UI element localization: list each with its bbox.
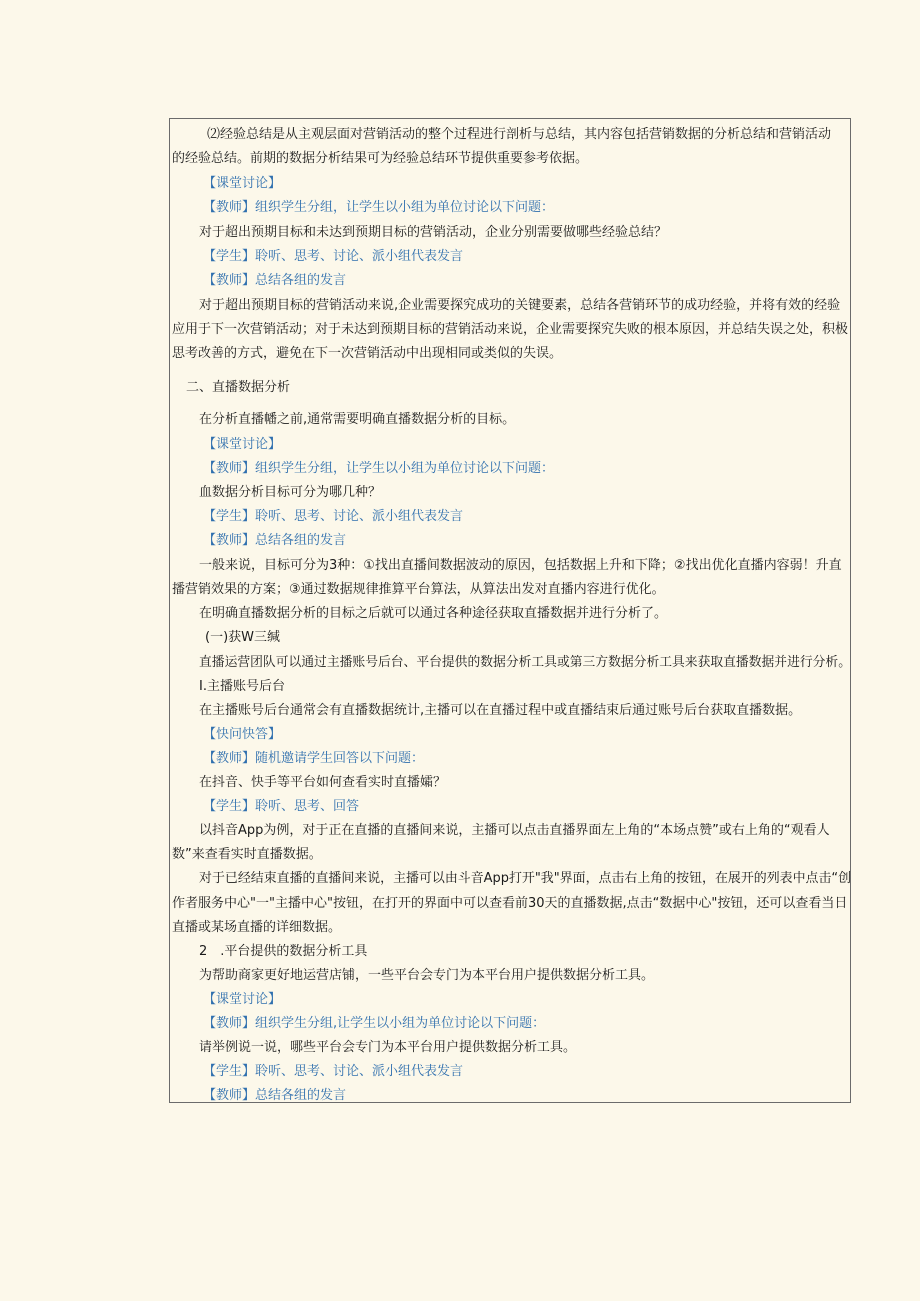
teaching-step-label: 【课堂讨论】 — [203, 992, 282, 1007]
paragraph-line: 请举例说一说，哪些平台会专门为本平台用户提供数据分析工具。 — [199, 1040, 577, 1055]
paragraph-line: 应用于下一次营销活动；对于未达到预期目标的营销活动来说，企业需要探究失败的根本原因，并总结失误之处，积极 — [172, 322, 849, 337]
paragraph-line: 一般来说，目标可分为3种：①找出直播间数据波动的原因，包括数据上升和下降；②找出优化直播内容弱！升直 — [199, 558, 842, 573]
paragraph-line: 以抖音App为例，对于正在直播的直播间来说，主播可以点击直播界面左上角的“本场点赞”或右上角的“观看人 — [199, 823, 830, 838]
teaching-step-label: 【教师】总结各组的发言 — [203, 533, 347, 548]
paragraph-line: 在主播账号后台通常会有直播数据统计,主播可以在直播过程中或直播结束后通过账号后台获取直播数据。 — [199, 703, 802, 718]
paragraph-line: 思考改善的方式，避免在下一次营销活动中出现相同或类似的失误。 — [172, 346, 563, 361]
teaching-step-label: 【教师】组织学生分组，让学生以小组为单位讨论以下问题： — [203, 461, 555, 476]
teaching-step-label: 【学生】聆听、思考、讨论、派小组代表发言 — [203, 509, 464, 524]
teaching-step-label: 【课堂讨论】 — [203, 176, 282, 191]
teaching-step-label: 【教师】组织学生分组,让学生以小组为单位讨论以下问题： — [203, 1016, 546, 1031]
teaching-step-label: 【教师】总结各组的发言 — [203, 1088, 347, 1103]
paragraph-line: 2 .平台提供的数据分析工具 — [199, 944, 368, 959]
teaching-step-label: 【教师】组织学生分组，让学生以小组为单位讨论以下问题： — [203, 200, 555, 215]
teaching-step-label: 【教师】总结各组的发言 — [203, 273, 347, 288]
paragraph-line: 对于超出预期目标的营销活动来说,企业需要探究成功的关键要素，总结各营销环节的成功经验，并将有效的经验 — [199, 298, 841, 313]
paragraph-line: 对于超出预期目标和未达到预期目标的营销活动，企业分别需要做哪些经验总结？ — [199, 225, 668, 240]
paragraph-line: ⑵经验总结是从主观层面对营销活动的整个过程进行剖析与总结，其内容包括营销数据的分析总结和营销活动 — [207, 127, 832, 142]
paragraph-line: 直播或某场直播的详细数据。 — [172, 920, 342, 935]
paragraph-line: 播营销效果的方案；③通过数据规律推算平台算法，从算法出发对直播内容进行优化。 — [172, 582, 665, 597]
paragraph-line: 血数据分析目标可分为哪几种？ — [199, 485, 382, 500]
paragraph-line: 数”来查看实时直播数据。 — [172, 847, 322, 862]
paragraph-line: (一)获W三缄 — [205, 630, 280, 645]
teaching-step-label: 【快问快答】 — [203, 727, 282, 742]
teaching-step-label: 【课堂讨论】 — [203, 437, 282, 452]
paragraph-line: 直播运营团队可以通过主播账号后台、平台提供的数据分析工具或第三方数据分析工具来获取直播数据并进行分析。 — [199, 655, 852, 670]
teaching-step-label: 【学生】聆听、思考、讨论、派小组代表发言 — [203, 1064, 464, 1079]
paragraph-line: 二、直播数据分析 — [186, 380, 291, 395]
paragraph-line: 在分析直播幡之前,通常需要明确直播数据分析的目标。 — [199, 412, 516, 427]
paragraph-line: 在抖音、快手等平台如何查看实时直播孀？ — [199, 775, 447, 790]
teaching-step-label: 【学生】聆听、思考、回答 — [203, 799, 360, 814]
paragraph-line: 为帮助商家更好地运营店铺，一些平台会专门为本平台用户提供数据分析工具。 — [199, 968, 655, 983]
paragraph-line: 的经验总结。前期的数据分析结果可为经验总结环节提供重要参考依据。 — [172, 151, 589, 166]
paragraph-line: 对于已经结束直播的直播间来说，主播可以由斗音App打开"我"界面，点击右上角的按钮，在展开的列表中点击“创 — [199, 871, 852, 886]
teaching-step-label: 【学生】聆听、思考、讨论、派小组代表发言 — [203, 249, 464, 264]
paragraph-line: I.主播账号后台 — [199, 679, 285, 694]
paragraph-line: 在明确直播数据分析的目标之后就可以通过各种途径获取直播数据并进行分析了。 — [199, 606, 668, 621]
teaching-step-label: 【教师】随机邀请学生回答以下问题： — [203, 751, 425, 766]
paragraph-line: 作者服务中心"一"主播中心"按钮，在打开的界面中可以查看前30天的直播数据,点击“数据中心"按钮，还可以查看当日 — [172, 896, 848, 911]
